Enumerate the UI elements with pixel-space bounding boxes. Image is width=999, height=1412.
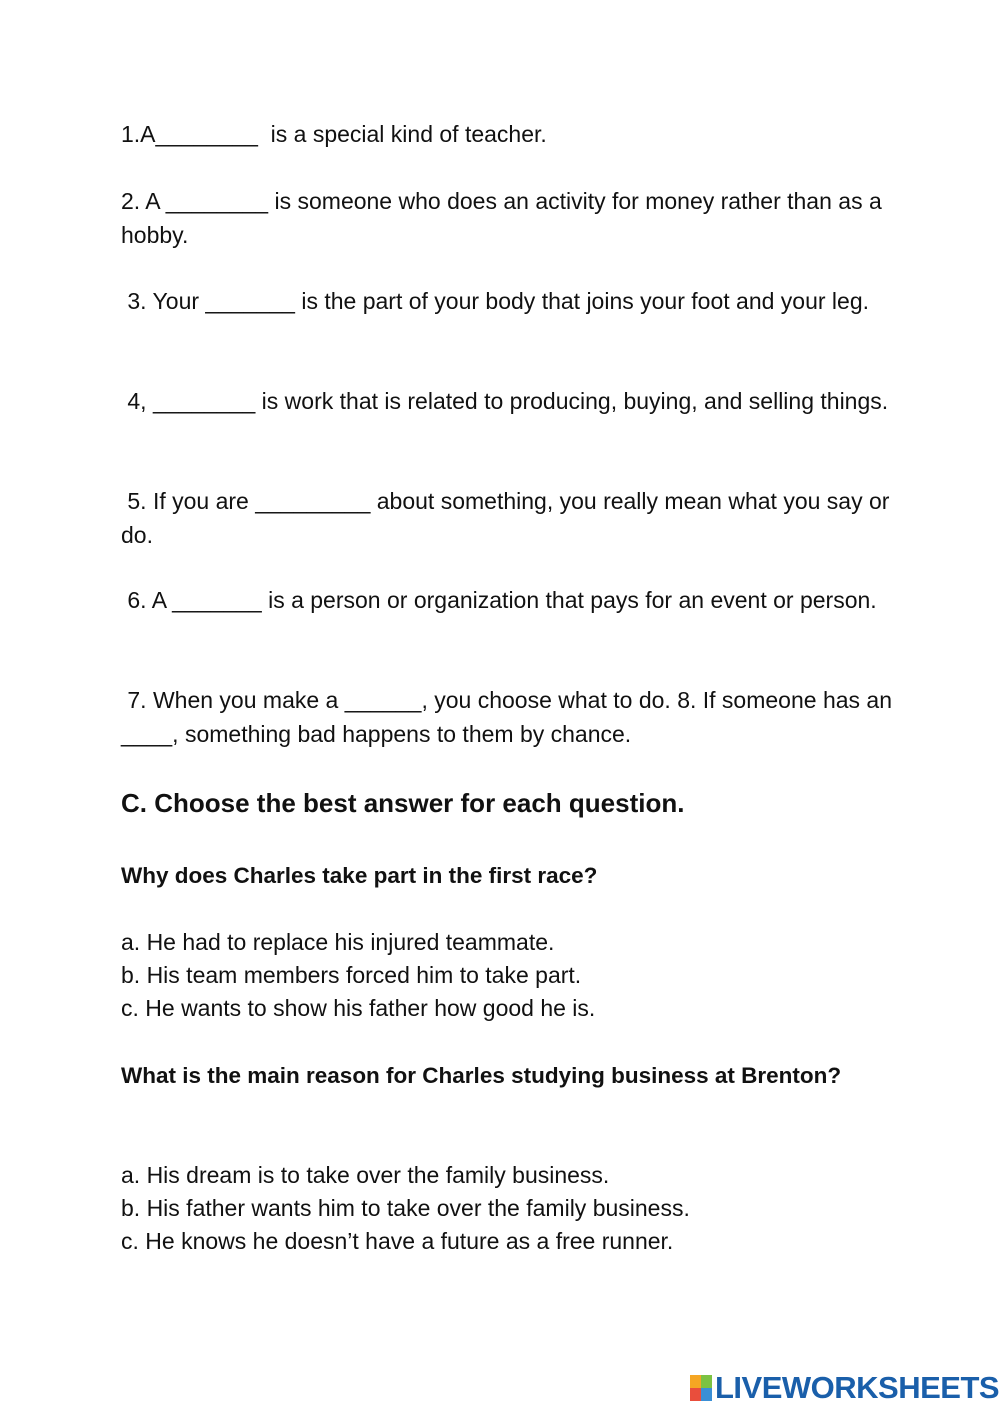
logo-block-4 (701, 1388, 712, 1401)
fill-in-item-2: 2. A ________ is someone who does an activity for money rather than as a hobby. (121, 188, 889, 248)
fill-in-item-1: 1.A________ is a special kind of teacher. (121, 121, 547, 147)
question-1-option-b: b. His team members forced him to take part. (121, 962, 582, 988)
question-1-option-a: a. He had to replace his injured teammate. (121, 929, 555, 955)
fill-in-item-3: 3. Your _______ is the part of your body that joins your foot and your leg. (121, 288, 870, 314)
question-2-option-c: c. He knows he doesn’t have a future as a free runner. (121, 1228, 674, 1254)
fill-in-item-4: 4, ________ is work that is related to producing, buying, and selling things. (121, 388, 889, 414)
liveworksheets-logo-icon (690, 1375, 712, 1401)
logo-block-2 (701, 1375, 712, 1388)
question-1-option-c: c. He wants to show his father how good he is. (121, 995, 596, 1021)
fill-in-item-7-8: 7. When you make a ______, you choose what to do. 8. If someone has an ____, something bad happens to them by chance. (121, 687, 899, 747)
logo-block-1 (690, 1375, 701, 1388)
question-1: Why does Charles take part in the first race? (121, 863, 598, 888)
logo-text: LIVEWORKSHEETS (715, 1370, 999, 1405)
logo-block-3 (690, 1388, 701, 1401)
liveworksheets-logo (690, 1370, 999, 1406)
fill-in-item-5: 5. If you are _________ about something, you really mean what you say or do. (121, 488, 896, 548)
question-2-option-b: b. His father wants him to take over the family business. (121, 1195, 690, 1221)
fill-in-item-6: 6. A _______ is a person or organization that pays for an event or person. (121, 587, 877, 613)
question-2: What is the main reason for Charles studying business at Brenton? (121, 1063, 842, 1088)
section-c-heading: C. Choose the best answer for each question. (121, 788, 685, 818)
question-2-option-a: a. His dream is to take over the family business. (121, 1162, 610, 1188)
